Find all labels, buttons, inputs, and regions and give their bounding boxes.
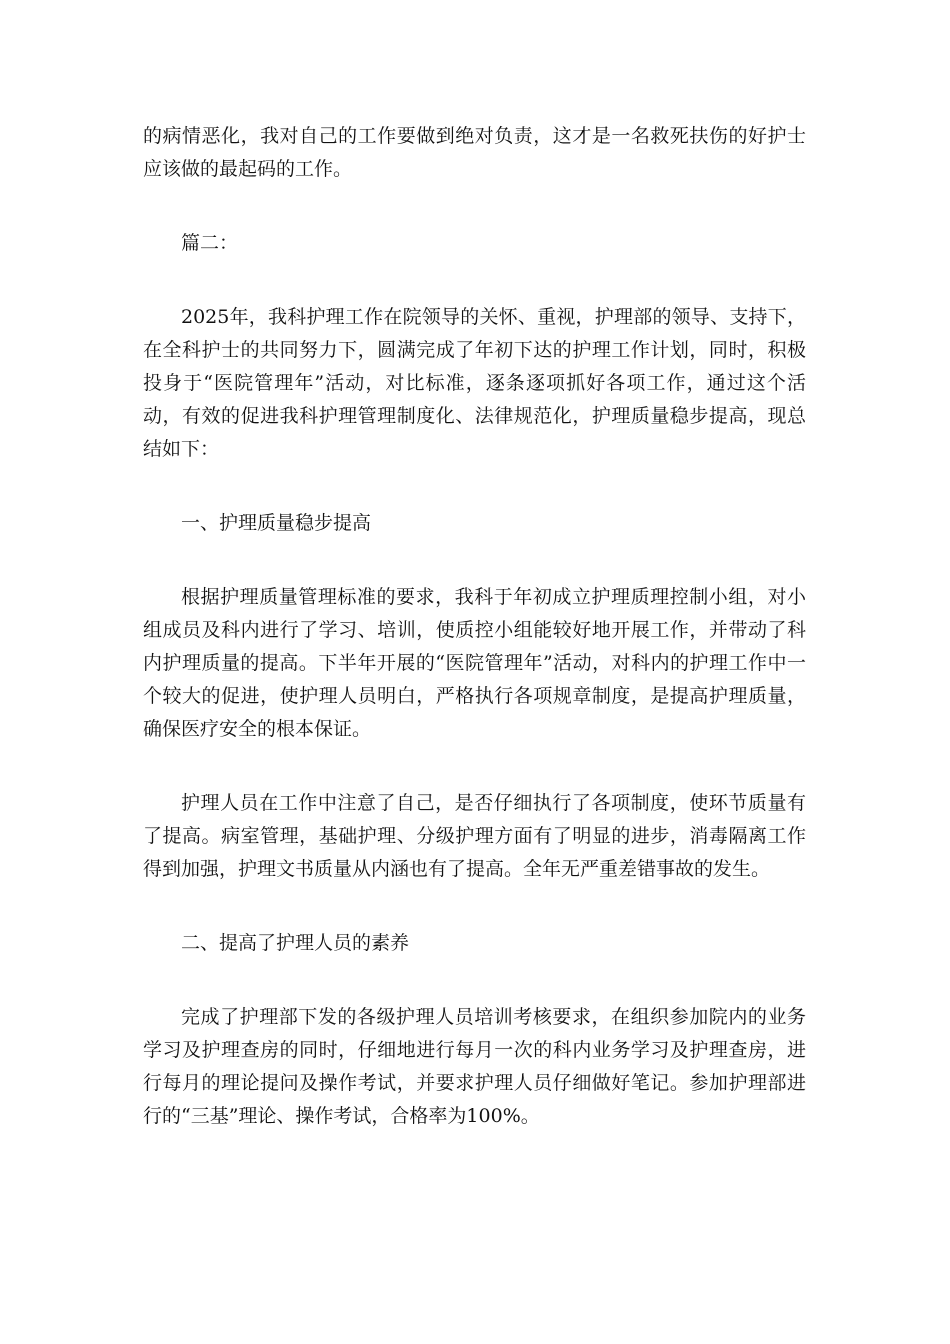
section-heading-quality: 一、护理质量稳步提高 — [181, 512, 372, 534]
paragraph-continuation: 的病情恶化，我对自己的工作要做到绝对负责，这才是一名救死扶伤的好护士应该做的最起码的工作。 — [143, 125, 806, 180]
paragraph-intro: 2025年，我科护理工作在院领导的关怀、重视，护理部的领导、支持下，在全科护士的共同努力下，圆满完成了年初下达的护理工作计划，同时，积极投身于“医院管理年”活动，对比标准，逐条逐项抓好各项工作，通过这个活动，有效的促进我科护理管理制度化、法律规范化，护理质量稳步提高，现总结如下： — [143, 306, 806, 460]
section-heading-part-two: 篇二： — [181, 232, 239, 254]
document-body — [143, 120, 806, 1174]
section-heading-staff: 二、提高了护理人员的素养 — [181, 932, 410, 954]
paragraph-staff-training: 完成了护理部下发的各级护理人员培训考核要求，在组织参加院内的业务学习及护理查房的同时，仔细地进行每月一次的科内业务学习及护理查房，进行每月的理论提问及操作考试，并要求护理人员仔细做好笔记。参加护理部进行的“三基”理论、操作考试，合格率为100%。 — [143, 1006, 806, 1127]
paragraph-quality-result: 护理人员在工作中注意了自己，是否仔细执行了各项制度，使环节质量有了提高。病室管理，基础护理、分级护理方面有了明显的进步，消毒隔离工作得到加强，护理文书质量从内涵也有了提高。全年无严重差错事故的发生。 — [143, 792, 806, 880]
paragraph-quality-control: 根据护理质量管理标准的要求，我科于年初成立护理质理控制小组，对小组成员及科内进行了学习、培训，使质控小组能较好地开展工作，并带动了科内护理质量的提高。下半年开展的“医院管理年”活动，对科内的护理工作中一个较大的促进，使护理人员明白，严格执行各项规章制度，是提高护理质量，确保医疗安全的根本保证。 — [143, 586, 806, 740]
